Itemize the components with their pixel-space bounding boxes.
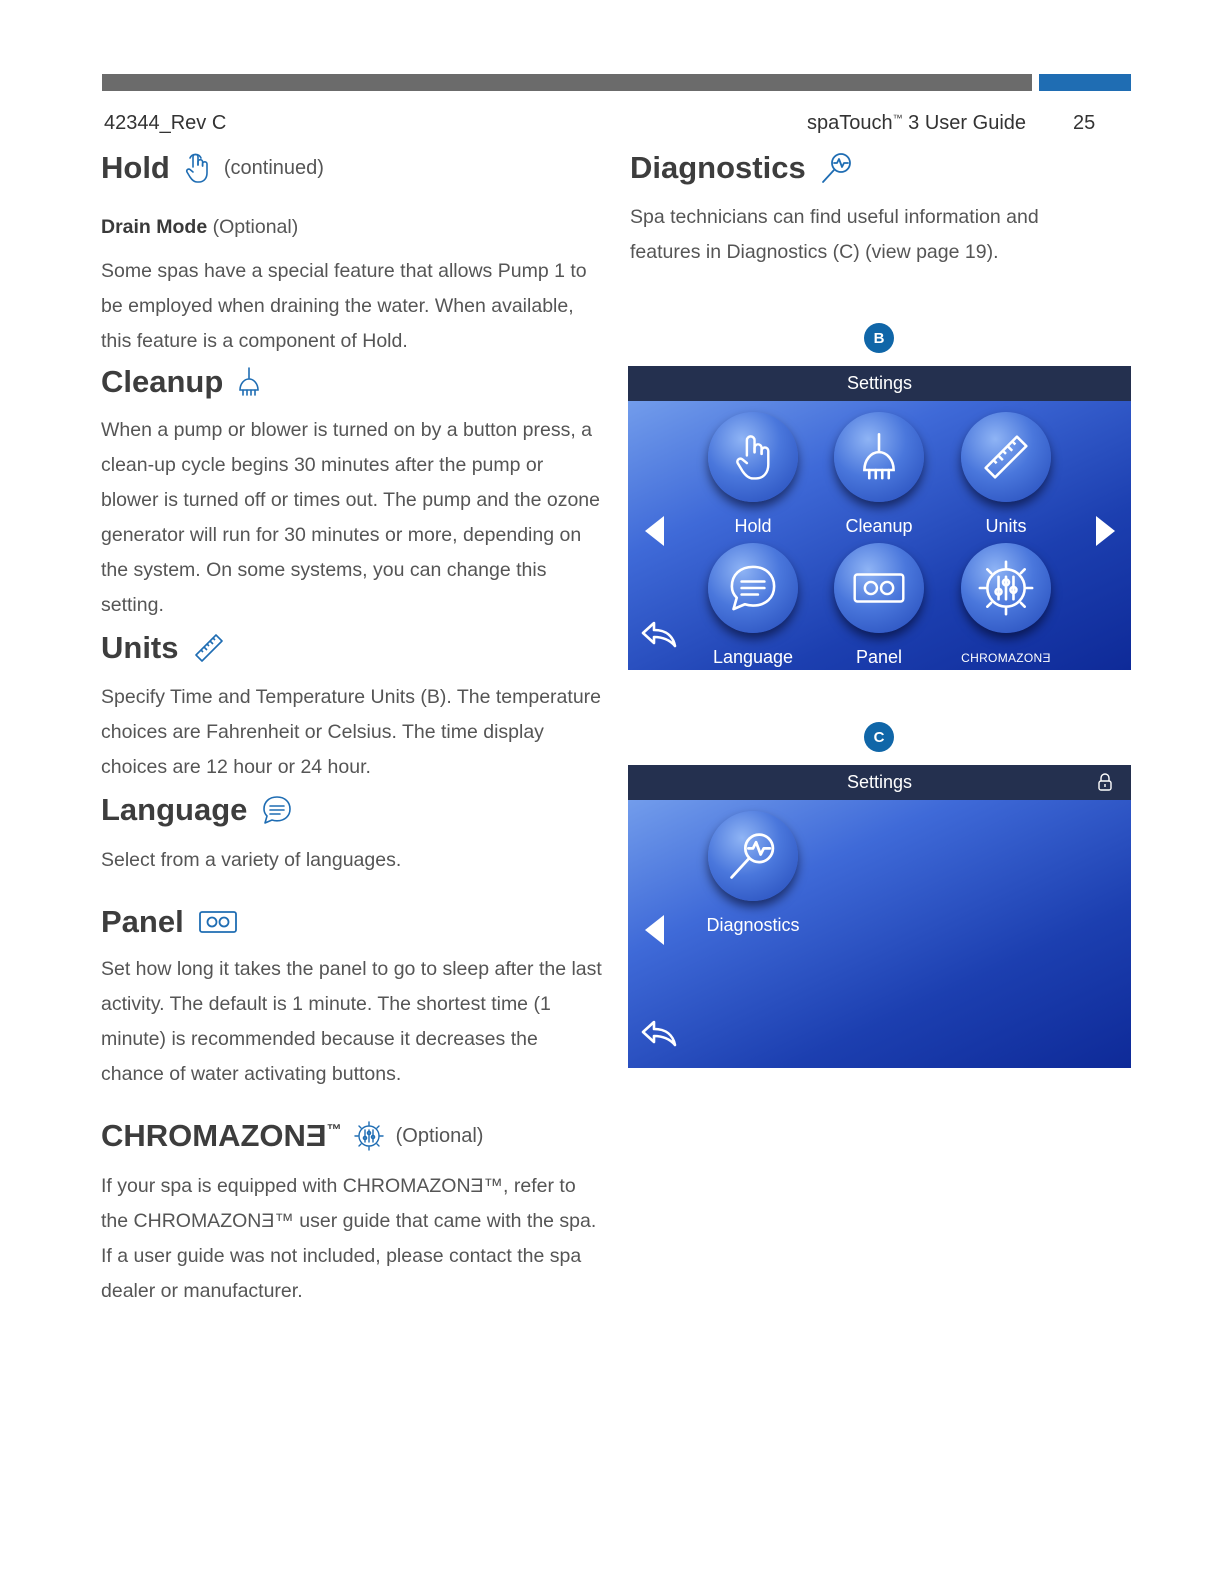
lock-icon[interactable] [1097,772,1113,792]
chromazone-sliders-icon [978,560,1034,616]
tile-cleanup[interactable]: Cleanup [819,412,939,537]
language-text: Select from a variety of languages. [101,849,402,871]
right-arrow-icon[interactable] [1094,514,1118,548]
header-bar-blue [1039,74,1131,91]
header-bar-gray [102,74,1032,91]
tile-units[interactable]: Units [946,412,1066,537]
ruler-icon [981,432,1031,482]
tile-hold[interactable]: Hold [693,412,813,537]
diagnostics-heading: Diagnostics [630,150,854,186]
cleanup-shower-icon [237,366,261,398]
tile-chromazone[interactable]: CHROMAZONƎ [946,543,1066,665]
drain-mode-heading: Drain Mode (Optional) [101,216,299,238]
back-arrow-icon[interactable] [640,1019,678,1049]
figure-c-badge: C [864,722,894,752]
back-arrow-icon[interactable] [640,620,678,650]
cleanup-text: When a pump or blower is turned on by a button press, a clean-up cycle begins 30 minutes after the pump or blower is turned off or times out. The pump and the ozone generator will run for 30 minutes or more, depending on the system. On some systems, you can change this setting. [101,419,600,616]
left-arrow-icon[interactable] [642,913,666,947]
language-heading: Language [101,792,293,828]
tile-diagnostics[interactable]: Diagnostics [693,811,813,936]
hand-pointer-icon [731,431,775,483]
panel-icon [852,570,906,606]
figure-b-badge: B [864,323,894,353]
page-number: 25 [1073,112,1096,134]
units-text: Specify Time and Temperature Units (B). The temperature choices are Fahrenheit or Celsius. The time display choices are 12 hour or 24 hour. [101,686,602,778]
diagnostics-text: Spa technicians can find useful information and features in Diagnostics (C) (view page 19). [630,206,1039,263]
diagnostics-magnifier-icon [820,151,854,185]
diagnostics-magnifier-icon [727,830,779,882]
settings-screen-c [628,765,1131,1068]
drain-mode-text: Some spas have a special feature that allows Pump 1 to be employed when draining the water. When available, this feature is a component of Hold. [101,260,587,352]
chromazone-sliders-icon [354,1121,384,1151]
chromazone-text: If your spa is equipped with CHROMAZONƎ™, refer to the CHROMAZONƎ™ user guide that came with the spa. If a user guide was not included, please contact the spa dealer or manufacturer. [101,1175,597,1302]
left-arrow-icon[interactable] [642,514,666,548]
panel-heading: Panel [101,904,238,940]
cleanup-shower-icon [859,431,899,483]
settings-titlebar: Settings [628,765,1131,800]
doc-id: 42344_Rev C [104,112,227,134]
tile-language[interactable]: Language [693,543,813,668]
panel-icon [198,909,238,935]
panel-text: Set how long it takes the panel to go to sleep after the last activity. The default is 1 minute. The shortest time (1 minute) is recommended because it decreases the chance of water activating buttons. [101,958,602,1085]
speech-bubble-icon [727,562,779,614]
speech-bubble-icon [261,794,293,826]
guide-title: spaTouch™ 3 User Guide [807,112,1027,134]
chromazone-heading: CHROMAZONƎ™ (Optional) [101,1118,484,1153]
settings-titlebar: Settings [628,366,1131,401]
ruler-icon [193,632,225,664]
cleanup-heading: Cleanup [101,364,261,400]
tile-panel[interactable]: Panel [819,543,939,668]
settings-screen-b [628,366,1131,670]
hand-pointer-icon [184,151,210,185]
units-heading: Units [101,630,225,666]
hold-heading: Hold (continued) [101,150,324,185]
